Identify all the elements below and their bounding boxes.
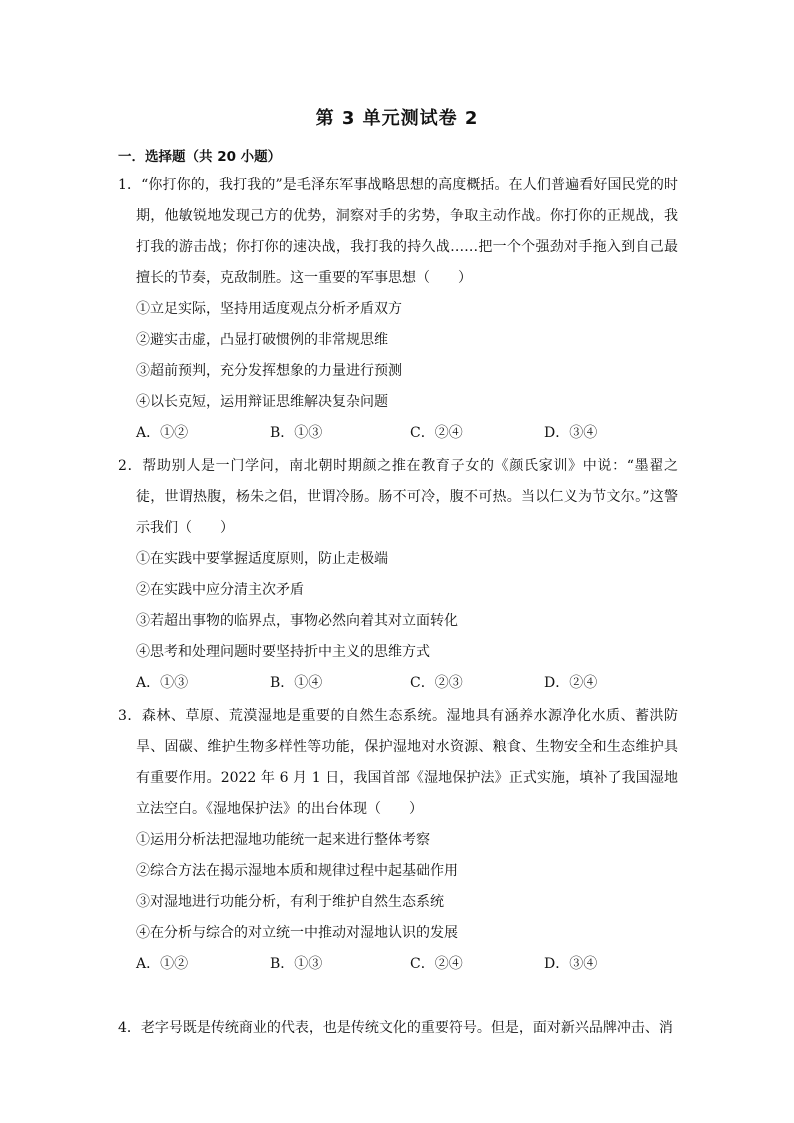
question-stem: 4．老字号既是传统商业的代表，也是传统文化的重要符号。但是，面对新兴品牌冲击、消 (118, 1020, 673, 1036)
choice-c: C．②④ (410, 956, 463, 972)
choice-d: D．②④ (544, 675, 598, 691)
question-stem: 2．帮助别人是一门学问，南北朝时期颜之推在教育子女的《颜氏家训》中说：“墨翟之徒，世谓热腹，杨朱之侣，世谓冷肠。肠不可冷，腹不可热。当以仁义为节文尔。”这警示我们（ ） (118, 458, 678, 536)
choice-c: C．②③ (410, 675, 463, 691)
choice-d: D．③④ (544, 425, 598, 441)
question-option: ④思考和处理问题时要坚持折中主义的思维方式 (136, 644, 430, 660)
question-option: ①在实践中要掌握适度原则，防止走极端 (136, 551, 388, 567)
choice-b: B．①③ (270, 425, 323, 441)
choice-b: B．①④ (270, 675, 323, 691)
page-title: 第 3 单元测试卷 2 (315, 108, 479, 129)
question-option: ④以长克短，运用辩证思维解决复杂问题 (136, 394, 388, 410)
question-option: ③对湿地进行功能分析，有利于维护自然生态系统 (136, 894, 444, 910)
answer-choices (118, 418, 678, 449)
question-stem: 1．“你打你的，我打我的”是毛泽东军事战略思想的高度概括。在人们普遍看好国民党的时期，他敏锐地发现己方的优势，洞察对手的劣势，争取主动作战。你打你的正规战，我打我的游击战；你打你的速决战，我打我的持久战……把一个个强劲对手拖入到自己最擅长的节奏，克敌制胜。这一重要的军事思想（ ） (118, 177, 678, 286)
question-3 (118, 701, 678, 980)
question-option: ④在分析与综合的对立统一中推动对湿地认识的发展 (136, 925, 458, 941)
answer-choices (118, 668, 678, 699)
question-option: ①立足实际，坚持用适度观点分析矛盾双方 (136, 301, 402, 317)
choice-a: A．①② (136, 956, 189, 972)
question-option: ③若超出事物的临界点，事物必然向着其对立面转化 (136, 613, 458, 629)
question-4 (118, 1013, 678, 1044)
answer-choices (118, 949, 678, 980)
question-stem: 3．森林、草原、荒漠湿地是重要的自然生态系统。湿地具有涵养水源净化水质、蓄洪防旱、固碳、维护生物多样性等功能，保护湿地对水资源、粮食、生物安全和生态维护具有重要作用。2022 年 6 月 1 日，我国首部《湿地保护法》正式实施，填补了我国湿地立法空白。《湿地保护法》的出台体现（ ） (118, 708, 678, 817)
question-option: ①运用分析法把湿地功能统一起来进行整体考察 (136, 832, 430, 848)
question-option: ②避实击虚，凸显打破惯例的非常规思维 (136, 332, 388, 348)
section-heading: 一．选择题（共 20 小题） (118, 149, 282, 165)
question-option: ②在实践中应分清主次矛盾 (136, 582, 304, 598)
question-option: ②综合方法在揭示湿地本质和规律过程中起基础作用 (136, 863, 458, 879)
choice-c: C．②④ (410, 425, 463, 441)
choice-d: D．③④ (544, 956, 598, 972)
choice-b: B．①③ (270, 956, 323, 972)
question-2 (118, 451, 678, 699)
question-1 (118, 170, 678, 449)
choice-a: A．①② (136, 425, 189, 441)
question-option: ③超前预判，充分发挥想象的力量进行预测 (136, 363, 402, 379)
choice-a: A．①③ (136, 675, 189, 691)
